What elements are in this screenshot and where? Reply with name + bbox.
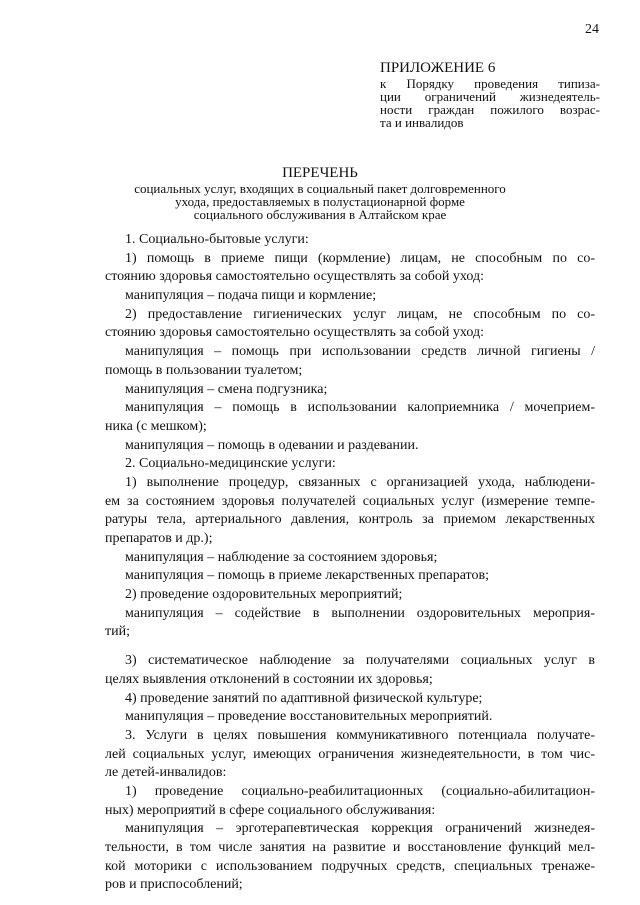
list-subtitle-line: ухода, предоставляемых в полустационарной форме (175, 194, 465, 209)
body-line: манипуляция – содействие в выполнении оздоровительных мероприя- (125, 605, 595, 621)
body-line: 3) систематическое наблюдение за получателями социальных услуг в (125, 653, 595, 669)
body-line: 1) проведение социально-реабилитационных (социально-абилитацион- (125, 783, 595, 799)
body-line: ника (с мешком); (105, 418, 207, 434)
list-subtitle-line: социальных услуг, входящих в социальный пакет долговременного (134, 181, 506, 196)
body-line: 1) выполнение процедур, связанных с организацией ухода, наблюдени- (125, 474, 595, 490)
body-line: кой моторики с использованием подручных средств, специальных тренаже- (105, 858, 595, 874)
body-line: 1) помощь в приеме пищи (кормление) лицам, не способным по со- (125, 250, 595, 266)
body-line: тельности, в том числе занятия на развитие и восстановление функций мел- (105, 840, 595, 855)
body-line: 4) проведение занятий по адаптивной физической культуре; (125, 690, 483, 706)
appendix-line: та и инвалидов (380, 115, 464, 130)
body-line: манипуляция – подача пищи и кормление; (125, 288, 377, 304)
body-line: стоянию здоровья самостоятельно осуществлять за собой уход: (105, 269, 484, 285)
blank-line (105, 642, 595, 652)
body-line: лей социальных услуг, имеющих ограничения жизнедеятельности, в том чис- (105, 746, 595, 762)
body-line: манипуляция – помощь в приеме лекарственных препаратов; (125, 568, 489, 584)
body-line: стоянию здоровья самостоятельно осуществлять за собой уход: (105, 325, 484, 341)
appendix-line: к Порядку проведения типиза- (380, 76, 600, 91)
body-line: манипуляция – помощь при использовании средств личной гигиены / (125, 344, 595, 360)
section-heading: 2. Социально-медицинские услуги: (125, 456, 336, 472)
body-line: манипуляция – эрготерапевтическая коррекция ограничений жизнедея- (125, 821, 595, 837)
page-number: 24 (585, 22, 599, 37)
section-heading: 3. Услуги в целях повышения коммуникативного потенциала получате- (125, 727, 595, 743)
body-line: 2) проведение оздоровительных мероприятий; (125, 587, 403, 603)
list-title: ПЕРЕЧЕНЬ (282, 165, 358, 181)
section-heading: 1. Социально-бытовые услуги: (125, 232, 309, 247)
body-line: ем за состоянием здоровья получателей социальных услуг (измерение темпе- (105, 493, 595, 509)
body-line: манипуляция – смена подгузника; (125, 381, 328, 397)
body-line: ров и приспособлений; (105, 877, 243, 893)
body-line: манипуляция – помощь в использовании калоприемника / мочеприем- (125, 400, 595, 416)
appendix-line: ции ограничений жизнедеятель- (380, 89, 600, 104)
list-subtitle-line: социального обслуживания в Алтайском крае (193, 207, 447, 222)
body-line: помощь в пользовании туалетом; (105, 362, 303, 378)
body-line: манипуляция – наблюдение за состоянием здоровья; (125, 549, 438, 565)
body-text (105, 231, 595, 895)
body-line: манипуляция – помощь в одевании и раздевании. (125, 437, 419, 453)
body-line: ных) мероприятий в сфере социального обслуживания: (105, 802, 436, 818)
body-line: манипуляция – проведение восстановительных мероприятий. (125, 709, 493, 725)
body-line: целях выявления отклонений в состоянии их здоровья; (105, 671, 433, 687)
appendix-title: ПРИЛОЖЕНИЕ 6 (380, 60, 496, 76)
appendix-block (380, 60, 600, 129)
body-line: ле детей-инвалидов: (105, 765, 227, 781)
body-line: препаратов и др.); (105, 531, 213, 546)
appendix-line: ности граждан пожилого возрас- (380, 102, 600, 117)
body-line: ратуры тела, артериального давления, контроль за приемом лекарственных (105, 512, 595, 528)
body-line: тий; (105, 624, 130, 640)
body-line: 2) предоставление гигиенических услуг лицам, не способным по со- (125, 306, 595, 322)
